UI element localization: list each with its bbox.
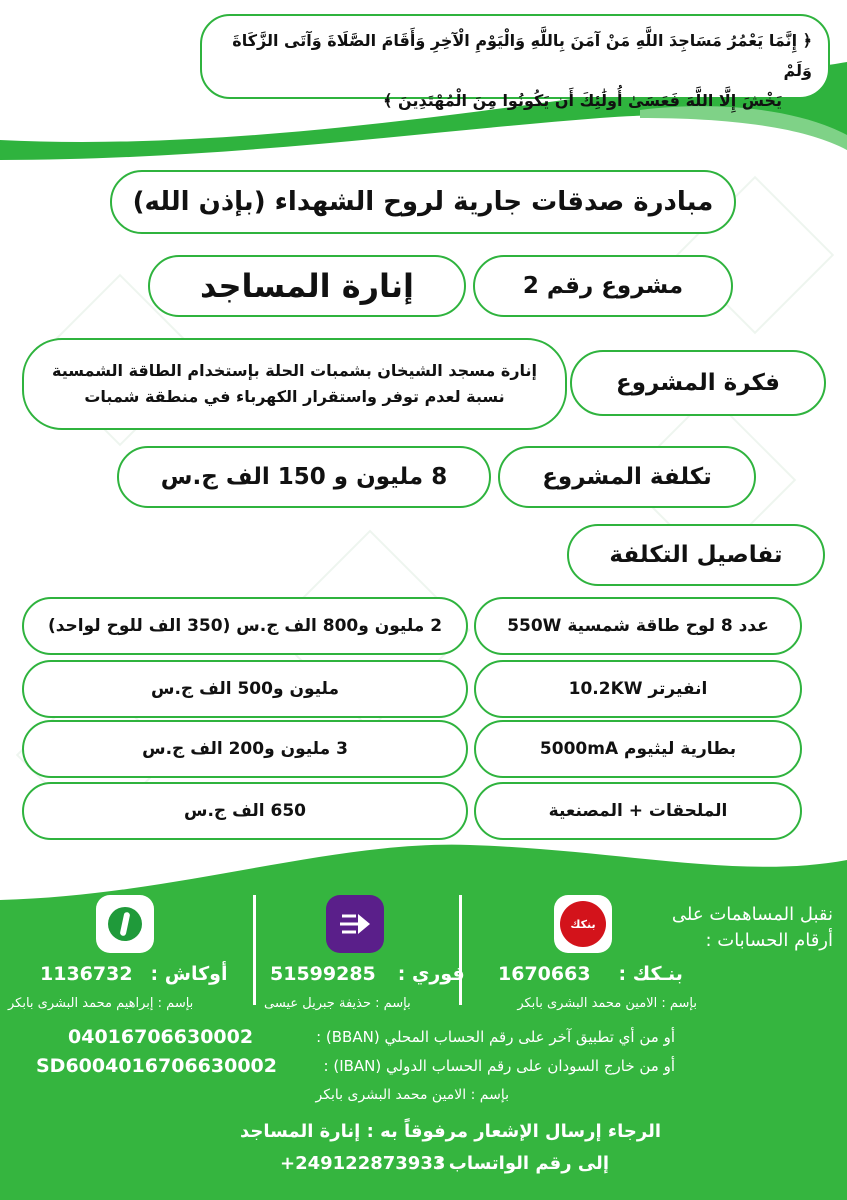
iban-value: SD6004016706630002 — [36, 1055, 277, 1077]
fawry-account — [270, 963, 465, 985]
footer-background — [0, 840, 847, 1200]
ocash-account — [40, 963, 227, 985]
ocash-icon — [96, 895, 154, 953]
notice-text: الرجاء إرسال الإشعار مرفوقاً به : إنارة المساجد — [239, 1121, 661, 1142]
project-name: إنارة المساجد — [148, 255, 466, 317]
idea-text-line-2: نسبة لعدم توفر واستقرار الكهرباء في منطقة شمبات — [84, 387, 505, 406]
verse-line-1: ﴿ إِنَّمَا يَعْمُرُ مَسَاجِدَ اللَّهِ مَنْ آمَنَ بِاللَّهِ وَالْيَوْمِ الْآخِرِ وَأَقَامَ الصَّلَاةَ وَآتَى الزَّكَاةَ وَلَمْ — [232, 31, 812, 80]
ocash-holder: بإسم : إبراهيم محمد البشرى بابكر — [8, 996, 194, 1011]
iban-label: أو من خارج السودان على رقم الحساب الدولي (IBAN) : — [323, 1057, 675, 1075]
bankak-logo: بنكك — [560, 901, 606, 947]
item-name-battery: بطارية ليثيوم 5000mA — [474, 720, 802, 778]
idea-text — [22, 338, 567, 430]
bban-value: 04016706630002 — [68, 1026, 254, 1048]
accept-line-2: أرقام الحسابات : — [705, 930, 833, 951]
iban-holder: بإسم : الامين محمد البشرى بابكر — [315, 1087, 509, 1103]
quran-verse-box — [200, 14, 830, 110]
idea-label: فكرة المشروع — [570, 350, 826, 416]
divider — [459, 895, 462, 1005]
bankak-holder: بإسم : الامين محمد البشرى بابكر — [517, 996, 697, 1011]
item-price-accessories: 650 الف ج.س — [22, 782, 468, 840]
item-price-panels: 2 مليون و800 الف ج.س (350 الف للوح لواحد) — [22, 597, 468, 655]
item-name-panels: عدد 8 لوح طاقة شمسية 550W — [474, 597, 802, 655]
ocash-number: 1136732 — [40, 963, 133, 985]
initiative-title: مبادرة صدقات جارية لروح الشهداء (بإذن الله) — [110, 170, 736, 234]
verse-line-2: يَخْشَ إِلَّا اللَّهَ فَعَسَىٰ أُولَٰئِكَ أَن يَكُونُوا مِنَ الْمُهْتَدِينَ ﴾ — [383, 91, 782, 110]
fawry-icon — [326, 895, 384, 953]
accept-line-1: نقبل المساهمات على — [671, 904, 833, 925]
item-price-battery: 3 مليون و200 الف ج.س — [22, 720, 468, 778]
project-number: مشروع رقم 2 — [473, 255, 733, 317]
fawry-title: فوري : — [397, 963, 465, 985]
idea-text-line-1: إنارة مسجد الشيخان بشمبات الحلة بإستخدام الطاقة الشمسية — [51, 361, 538, 380]
whatsapp-label: إلى رقم الواتساب : — [435, 1153, 609, 1174]
bban-label: أو من أي تطبيق آخر على رقم الحساب المحلي (BBAN) : — [316, 1028, 675, 1046]
details-label: تفاصيل التكلفة — [567, 524, 825, 586]
whatsapp-number: +249122873933 — [280, 1153, 446, 1174]
item-name-accessories: الملحقات + المصنعية — [474, 782, 802, 840]
cost-label: تكلفة المشروع — [498, 446, 756, 508]
bankak-account — [498, 963, 683, 985]
item-price-inverter: مليون و500 الف ج.س — [22, 660, 468, 718]
ocash-logo — [108, 907, 142, 941]
item-name-inverter: انفيرتر 10.2KW — [474, 660, 802, 718]
cost-value: 8 مليون و 150 الف ج.س — [117, 446, 491, 508]
divider — [253, 895, 256, 1005]
ocash-title: أوكاش : — [150, 963, 228, 985]
bankak-title: بنـكك : — [618, 963, 683, 985]
fawry-arrow-icon — [338, 910, 372, 938]
bankak-number: 1670663 — [498, 963, 591, 985]
bankak-icon — [554, 895, 612, 953]
fawry-number: 51599285 — [270, 963, 376, 985]
fawry-holder: بإسم : حذيفة جبريل عيسى — [264, 996, 411, 1011]
